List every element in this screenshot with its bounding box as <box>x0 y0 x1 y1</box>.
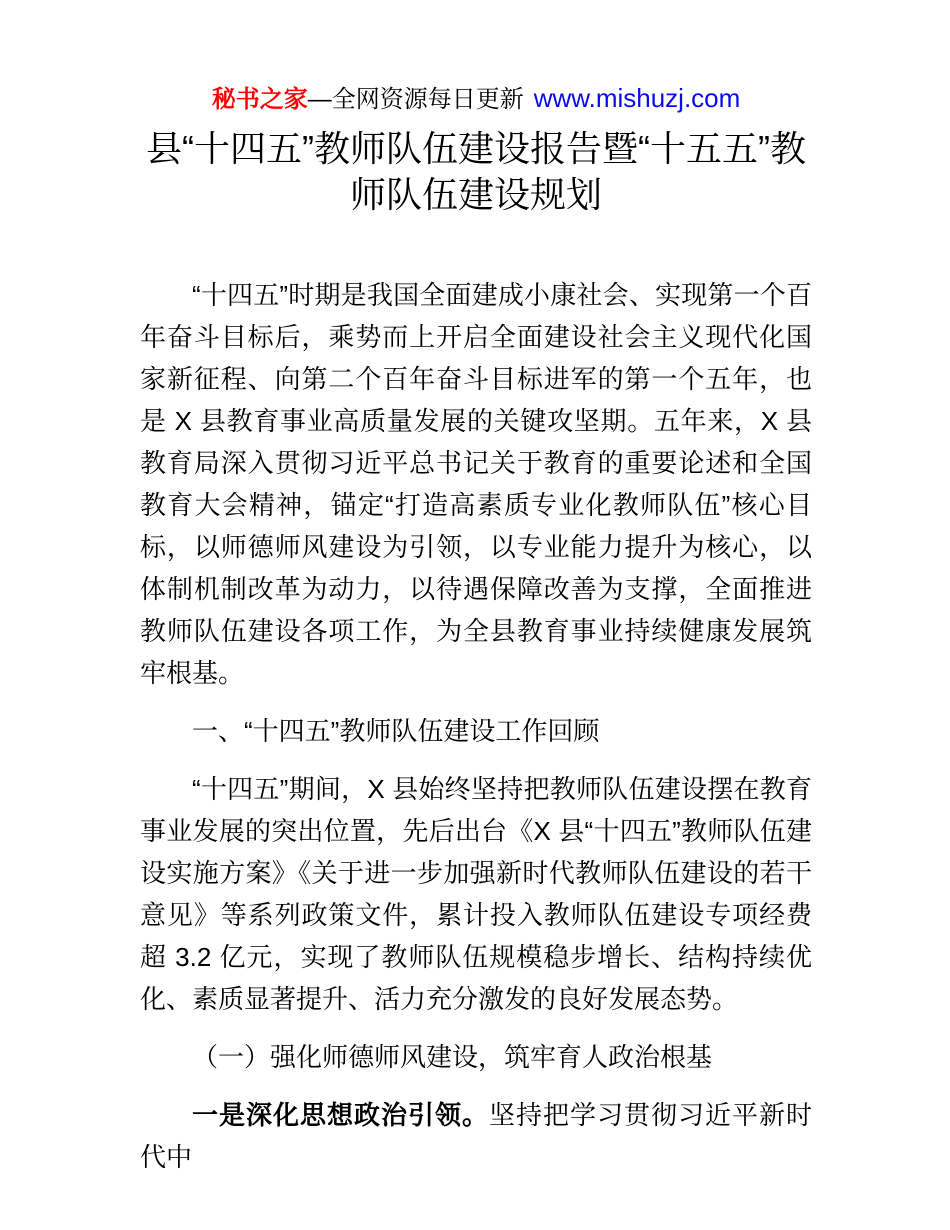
paragraph-point-1-text: 坚持把学习贯彻习近平新时代中 <box>140 1100 812 1172</box>
paragraph-point-1 <box>140 1094 812 1178</box>
site-brand: 秘书之家 <box>211 87 308 113</box>
site-url-link[interactable]: www.mishuzj.com <box>533 83 741 113</box>
section-heading-1: 一、“十四五”教师队伍建设工作回顾 <box>192 716 600 746</box>
paragraph-point-1-lead: 一是深化思想政治引领。 <box>192 1100 489 1130</box>
site-tagline: —全网资源每日更新 <box>307 86 524 113</box>
document-title: 县“十四五”教师队伍建设报告暨“十五五”教师队伍建设规划 <box>146 128 806 215</box>
subsection-heading-1-1: （一）强化师德师风建设，筑牢育人政治根基 <box>192 1042 713 1072</box>
site-header <box>140 82 812 116</box>
paragraph-intro: “十四五”时期是我国全面建成小康社会、实现第一个百年奋斗目标后，乘势而上开启全面建设社会主义现代化国家新征程、向第二个百年奋斗目标进军的第一个五年，也是 X 县教育事业高质量发展的关键攻坚期。五年来，X 县教育局深入贯彻习近平总书记关于教育的重要论述和全国教育大会精神，锚定“打造高素质专业化教师队伍”核心目标，以师德师风建设为引领，以专业能力提升为核心，以体制机制改革为动力，以待遇保障改善为支撑，全面推进教师队伍建设各项工作，为全县教育事业持续健康发展筑牢根基。 <box>140 280 812 688</box>
paragraph-overview: “十四五”期间，X 县始终坚持把教师队伍建设摆在教育事业发展的突出位置，先后出台《X 县“十四五”教师队伍建设实施方案》《关于进一步加强新时代教师队伍建设的若干意见》等系列政策文件，累计投入教师队伍建设专项经费超 3.2 亿元，实现了教师队伍规模稳步增长、结构持续优化、素质显著提升、活力充分激发的良好发展态势。 <box>140 774 812 1014</box>
